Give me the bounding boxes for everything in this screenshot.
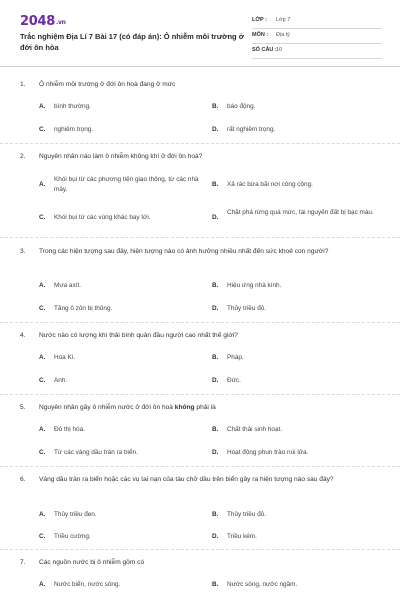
option-letter: B.	[212, 354, 219, 361]
option-letter: A.	[39, 426, 46, 433]
meta-value: Địa lý	[276, 32, 290, 38]
option-letter: B.	[212, 181, 219, 188]
logo-text: 2048	[20, 14, 55, 29]
document-header	[20, 14, 382, 74]
option-text: Thủy triều đen.	[54, 511, 97, 518]
logo-suffix: .vn	[55, 19, 66, 26]
option-letter: A.	[39, 511, 46, 518]
question-body: Váng dầu tràn ra biển hoặc các vụ tai nạn của tàu chở dầu trên biển gây ra hiện tượng nào sau đây?	[39, 476, 334, 483]
meta-key: SỐ CÂU :	[252, 47, 277, 53]
option-letter: B.	[212, 511, 219, 518]
question-body	[39, 403, 379, 414]
question-text-part: Nguyên nhân gây ô nhiễm nước ở đới ôn hoà	[39, 404, 175, 411]
option-letter: C.	[39, 533, 46, 540]
option-text: Từ các vàng dầu tràn ra biển.	[54, 449, 138, 456]
question-separator	[0, 237, 400, 238]
option-text: Hoạt động phun trào núi lửa.	[227, 449, 309, 456]
option-text: Khói bụi từ các phương tiện giao thông, từ các nhà máy.	[54, 176, 199, 193]
question-emphasis: không	[174, 404, 195, 411]
option-text: Pháp.	[227, 354, 244, 361]
option-letter: D.	[212, 126, 219, 133]
meta-key: MÔN :	[252, 32, 269, 38]
question-text-part: phải là	[194, 404, 216, 411]
option-text: Triều kém.	[227, 533, 257, 540]
option-text: nghiêm trọng.	[54, 126, 94, 133]
option-text: Đô thị hóa.	[54, 426, 85, 433]
question-number: 3.	[20, 248, 26, 255]
option-text: báo động.	[227, 103, 256, 110]
question-separator	[0, 322, 400, 323]
option-text: Thủy triều đỏ.	[227, 511, 267, 518]
question-number: 7.	[20, 559, 26, 566]
option-letter: D.	[212, 214, 219, 221]
meta-key: LỚP :	[252, 17, 267, 23]
meta-value: Lớp 7	[276, 17, 291, 23]
option-text: rất nghiêm trọng.	[227, 126, 276, 133]
meta-row-count	[252, 44, 382, 59]
option-text: Anh.	[54, 377, 68, 384]
question-separator	[0, 466, 400, 467]
question-body: Nước nào có lượng khí thải bình quân đầu người cao nhất thế giới?	[39, 332, 238, 339]
option-letter: A.	[39, 103, 46, 110]
option-text: Chất thải sinh hoạt.	[227, 426, 283, 433]
option-letter: D.	[212, 449, 219, 456]
option-text: bình thường.	[54, 103, 91, 110]
option-letter: A.	[39, 282, 46, 289]
question-separator	[0, 549, 400, 550]
option-text: Thủy triều đỏ.	[227, 305, 267, 312]
option-text: Hoa Kì.	[54, 354, 76, 361]
option-letter: D.	[212, 305, 219, 312]
option-text: Nước biển, nước sông.	[54, 581, 121, 588]
option-text: Nước sông, nước ngầm.	[227, 581, 298, 588]
option-text: Khói bụi từ các vùng khác bay tới.	[54, 214, 151, 221]
option-letter: B.	[212, 426, 219, 433]
site-logo[interactable]	[20, 14, 66, 29]
option-text: Đức.	[227, 377, 241, 384]
option-letter: C.	[39, 305, 46, 312]
option-letter: C.	[39, 214, 46, 221]
question-body: Ô nhiễm môi trường ở đới ôn hoà đang ở mức	[39, 81, 176, 88]
option-text: Xả rác bừa bãi nơi công cộng.	[227, 181, 313, 188]
option-text: Tăng ô zôn bị thủng.	[54, 305, 113, 312]
meta-row-subject	[252, 29, 382, 44]
meta-value: 10	[276, 47, 283, 53]
meta-row-grade	[252, 14, 382, 29]
option-text: Mưa axít.	[54, 282, 82, 289]
option-letter: C.	[39, 449, 46, 456]
question-number: 5.	[20, 404, 26, 411]
option-letter: C.	[39, 126, 46, 133]
question-number: 2.	[20, 153, 26, 160]
option-text: Hiệu ứng nhà kính.	[227, 282, 282, 289]
question-separator	[0, 143, 400, 144]
option-letter: D.	[212, 533, 219, 540]
option-letter: A.	[39, 181, 46, 188]
option-text: Chặt phá rừng quá mức, tài nguyên đất bị bạc màu.	[227, 209, 374, 216]
question-body: Các nguồn nước bị ô nhiễm gồm có	[39, 559, 145, 566]
document-title: Trắc nghiệm Địa Lí 7 Bài 17 (có đáp án): Ô nhiễm môi trường ở đới ôn hòa	[20, 32, 245, 52]
option-letter: A.	[39, 581, 46, 588]
question-number: 6.	[20, 476, 26, 483]
option-letter: B.	[212, 581, 219, 588]
meta-panel	[252, 14, 382, 59]
question-body: Trong các hiện tượng sau đây, hiện tượng nào có ảnh hưởng nhiều nhất đến sức khoẻ con người?	[39, 248, 329, 255]
question-body: Nguyên nhân nào làm ô nhiễm không khí ở đới ôn hoà?	[39, 153, 203, 160]
option-letter: D.	[212, 377, 219, 384]
question-number: 4.	[20, 332, 26, 339]
option-letter: A.	[39, 354, 46, 361]
option-letter: B.	[212, 103, 219, 110]
option-letter: B.	[212, 282, 219, 289]
option-text: Triều cường.	[54, 533, 91, 540]
question-separator	[0, 394, 400, 395]
option-letter: C.	[39, 377, 46, 384]
header-divider	[0, 66, 400, 67]
question-number: 1.	[20, 81, 26, 88]
